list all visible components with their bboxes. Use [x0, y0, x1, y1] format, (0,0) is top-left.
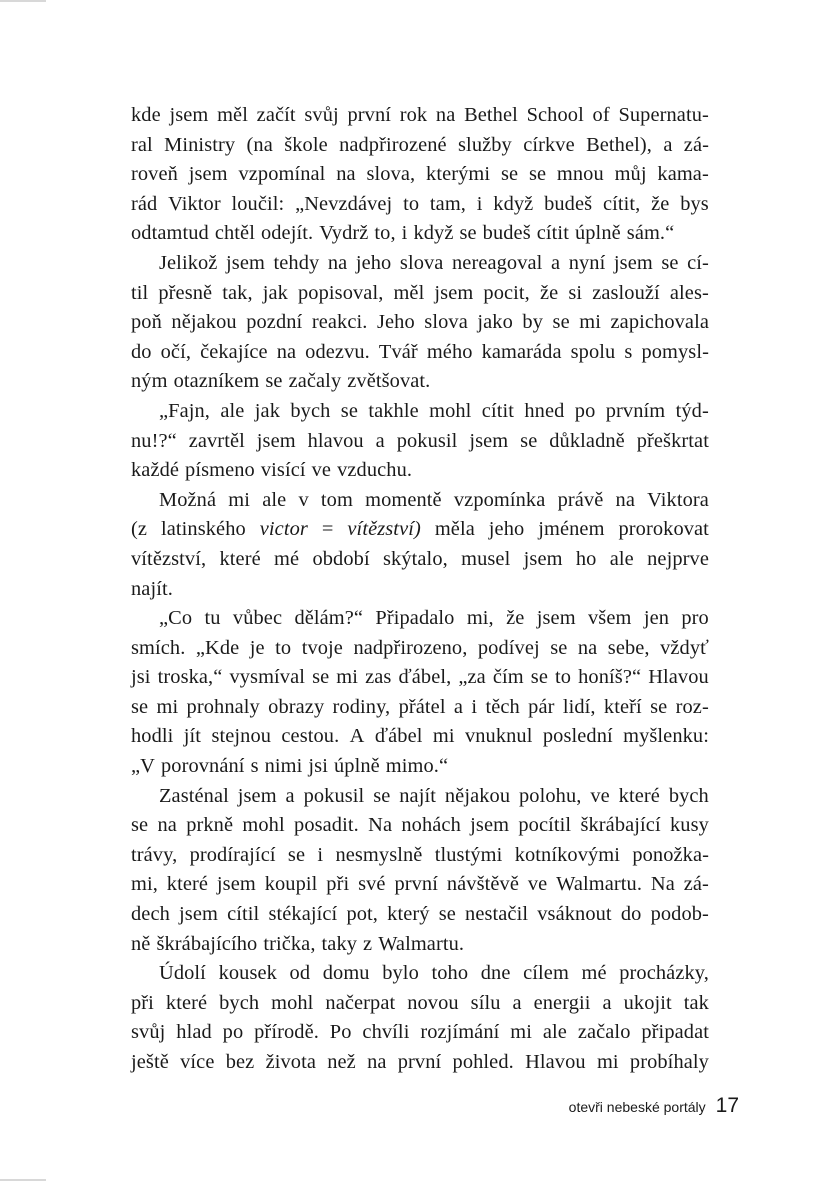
text-line: do očí, čekajíce na odezvu. Tvář mého kamaráda spolu s pomysl-	[131, 340, 709, 363]
text-line: (z latinského victor = vítězství) měla jeho jménem prorokovat	[131, 518, 709, 541]
paragraph	[131, 397, 709, 486]
text-line: ještě více bez života než na první pohled. Hlavou mi probíhaly	[131, 1051, 709, 1073]
text-line: každé písmeno visící ve vzduchu.	[131, 459, 413, 482]
body-text	[131, 101, 709, 1078]
text-line: roveň jsem vzpomínal na slova, kterými se se mnou můj kama-	[131, 163, 709, 186]
text-line: mi, které jsem koupil při své první návštěvě ve Walmartu. Na zá-	[131, 873, 709, 896]
crop-mark-top	[0, 0, 46, 2]
text-line: dech jsem cítil stékající pot, který se nestačil vsáknout do podob-	[131, 903, 709, 926]
text-line: ral Ministry (na škole nadpřirozené služby církve Bethel), a zá-	[131, 133, 709, 156]
running-title: otevři nebeské portály	[568, 1099, 706, 1115]
text-line: Zasténal jsem a pokusil se najít nějakou polohu, ve které bych	[159, 784, 709, 807]
text-line: jsi troska,“ vysmíval se mi zas ďábel, „za čím se to honíš?“ Hlavou	[131, 666, 709, 689]
paragraph	[131, 604, 709, 782]
text-line: „Co tu vůbec dělám?“ Připadalo mi, že jsem všem jen pro	[159, 607, 709, 630]
text-line: rád Viktor loučil: „Nevzdávej to tam, i když budeš cítit, že bys	[131, 192, 709, 215]
text-line: kde jsem měl začít svůj první rok na Bethel School of Supernatu-	[131, 104, 709, 126]
text-line: Jelikož jsem tehdy na jeho slova nereagoval a nyní jsem se cí-	[159, 251, 709, 274]
page-footer	[569, 1094, 739, 1118]
text-line: „V porovnání s nimi jsi úplně mimo.“	[131, 755, 449, 778]
text-line: se mi prohnaly obrazy rodiny, přátel a i těch pár lidí, kteří se roz-	[131, 695, 709, 718]
text-line: til přesně tak, jak popisoval, měl jsem pocit, že si zaslouží ales-	[131, 281, 709, 304]
page-number: 17	[715, 1094, 739, 1117]
text-line: poň nějakou pozdní reakci. Jeho slova jako by se mi zapichovala	[131, 311, 709, 334]
text-line: trávy, prodírající se i nesmyslně tlustými kotníkovými ponožka-	[131, 843, 709, 866]
text-line: ným otazníkem se začaly zvětšovat.	[131, 370, 431, 393]
text-line: se na prkně mohl posadit. Na nohách jsem pocítil škrábající kusy	[131, 814, 709, 837]
text-line: odtamtud chtěl odejít. Vydrž to, i když se budeš cítit úplně sám.“	[131, 222, 675, 245]
text-line: ně škrábajícího trička, taky z Walmartu.	[131, 932, 465, 955]
paragraph	[131, 101, 709, 249]
paragraph	[131, 782, 709, 960]
text-line: Údolí kousek od domu bylo toho dne cílem mé procházky,	[159, 962, 709, 985]
text-line: při které bych mohl načerpat novou sílu a energii a ukojit tak	[131, 991, 709, 1014]
text-line: „Fajn, ale jak bych se takhle mohl cítit hned po prvním týd-	[159, 399, 709, 422]
paragraph	[131, 249, 709, 397]
text-line: nu!?“ zavrtěl jsem hlavou a pokusil jsem se důkladně přeškrtat	[131, 429, 709, 452]
paragraph	[131, 959, 709, 1077]
text-line: najít.	[131, 577, 173, 600]
paragraph	[131, 486, 709, 604]
text-line: Možná mi ale v tom momentě vzpomínka právě na Viktora	[159, 488, 709, 511]
text-line: svůj hlad po přírodě. Po chvíli rozjímání mi ale začalo připadat	[131, 1021, 709, 1044]
text-line: vítězství, které mé období skýtalo, musel jsem ho ale nejprve	[131, 547, 709, 570]
text-line: hodli jít stejnou cestou. A ďábel mi vnuknul poslední myšlenku:	[131, 725, 709, 748]
text-line: smích. „Kde je to tvoje nadpřirozeno, podívej se na sebe, vždyť	[131, 636, 709, 659]
